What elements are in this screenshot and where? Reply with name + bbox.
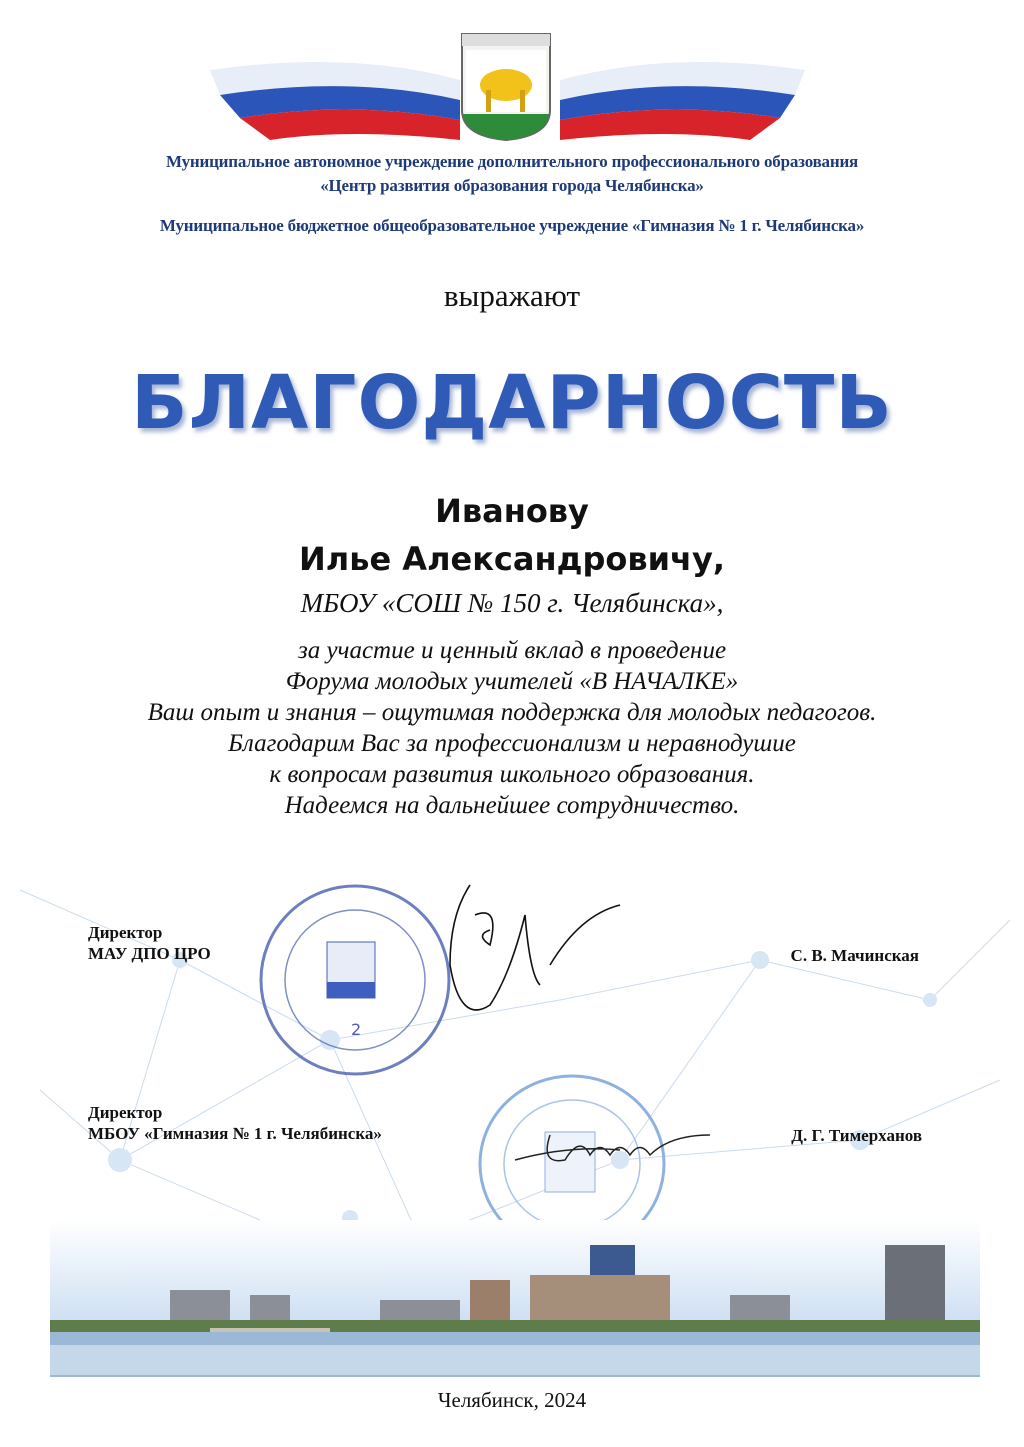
- city-skyline-image: [50, 1200, 980, 1390]
- body-line: Ваш опыт и знания – ощутимая поддержка для молодых педагогов.: [147, 699, 877, 726]
- footer-city-year: Челябинск, 2024: [437, 1388, 587, 1412]
- certificate-title: БЛАГОДАРНОСТЬ: [131, 360, 893, 446]
- stamp-1: [255, 880, 455, 1080]
- org2-name: Муниципальное бюджетное общеобразовательное учреждение «Гимназия № 1 г. Челябинска»: [159, 216, 865, 235]
- signatory-1-title: [88, 922, 211, 964]
- signatory-1-person: С. В. Мачинская: [790, 946, 919, 965]
- signatory-2-org: МБОУ «Гимназия № 1 г. Челябинска»: [88, 1124, 382, 1143]
- svg-text:2: 2: [351, 1020, 362, 1039]
- org1-name-line2: «Центр развития образования города Челябинска»: [320, 176, 704, 195]
- recipient-school: МБОУ «СОШ № 150 г. Челябинска»,: [300, 588, 724, 618]
- signatory-2-position: Директор: [88, 1103, 163, 1122]
- verb-text: выражают: [443, 278, 581, 313]
- body-line: Форума молодых учителей «В НАЧАЛКЕ»: [285, 668, 739, 695]
- body-text: [0, 635, 1024, 821]
- signatory-1-org: МАУ ДПО ЦРО: [88, 944, 211, 963]
- signatory-2-person: Д. Г. Тимерханов: [791, 1126, 922, 1145]
- body-line: к вопросам развития школьного образования.: [269, 761, 755, 788]
- signatory-2-title: [88, 1102, 382, 1144]
- body-line: Надеемся на дальнейшее сотрудничество.: [284, 792, 740, 819]
- signature-1: [430, 875, 630, 1035]
- org1-name-line1: Муниципальное автономное учреждение дополнительного профессионального образования: [165, 152, 859, 171]
- body-line: Благодарим Вас за профессионализм и неравнодушие: [228, 730, 796, 757]
- body-line: за участие и ценный вклад в проведение: [297, 637, 727, 664]
- coat-of-arms-chelyabinsk: [458, 30, 554, 142]
- recipient-surname: Иванову: [435, 492, 589, 530]
- signatory-1-position: Директор: [88, 923, 163, 942]
- recipient-name: Илье Александровичу,: [299, 540, 725, 578]
- signature-2: [510, 1115, 720, 1185]
